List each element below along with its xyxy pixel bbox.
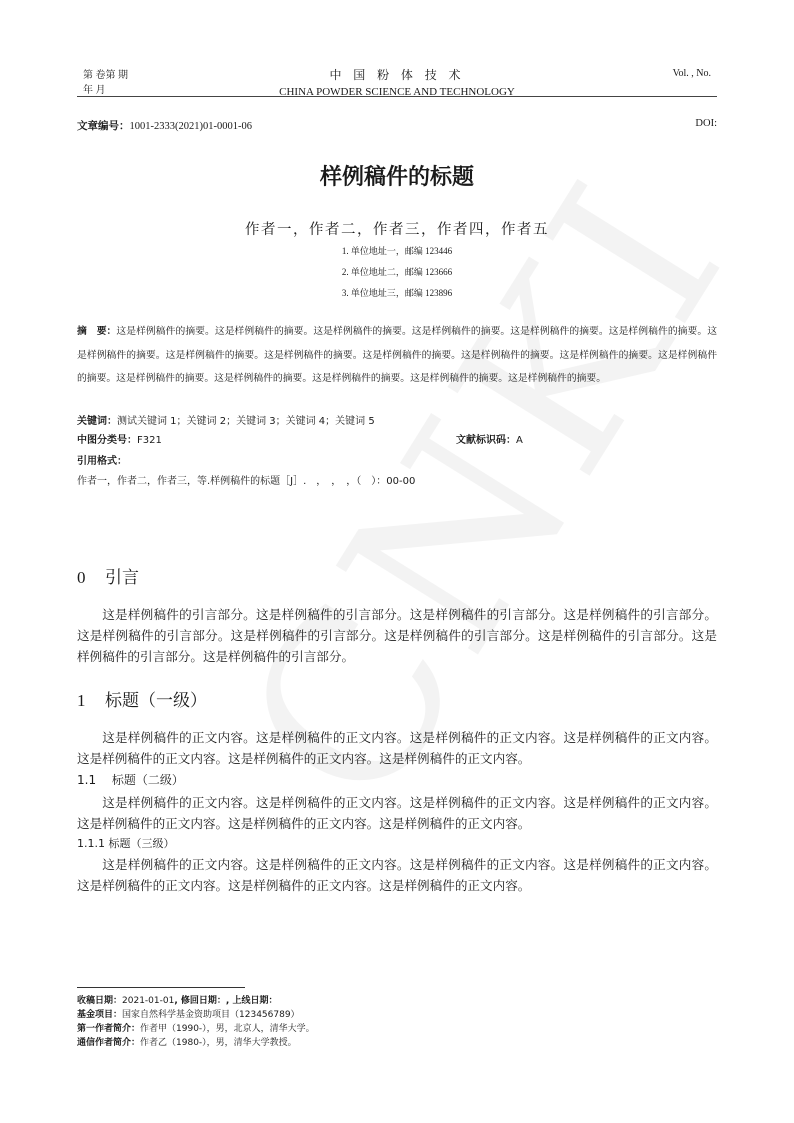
citation-format: 作者一，作者二，作者三，等.样例稿件的标题［J］. ， ， ，（ ）：00-00 — [77, 476, 416, 487]
abstract — [77, 320, 717, 391]
fund-text: 国家自然科学基金资助项目（123456789） — [122, 1010, 300, 1020]
received-date: 2021-01-01 — [122, 996, 175, 1006]
first-author-label: 第一作者简介： — [77, 1024, 141, 1034]
keywords — [77, 412, 375, 427]
section-title: 标题（一级） — [105, 691, 207, 711]
section-heading-1 — [77, 686, 207, 711]
affiliation-3: 3. 单位地址三，邮编 123896 — [341, 288, 453, 298]
citation-label-text: 引用格式： — [77, 456, 127, 467]
subsubsection-1-1-1-paragraph: 这是样例稿件的正文内容。这是样例稿件的正文内容。这是样例稿件的正文内容。这是样例稿件的正文内容。这是样例稿件的正文内容。这是样例稿件的正文内容。这是样例稿件的正文内容。 — [77, 857, 717, 893]
online-label: , 上线日期： — [225, 996, 278, 1006]
keywords-text: 测试关键词 1；关键词 2；关键词 3；关键词 4；关键词 5 — [117, 416, 375, 427]
section-number: 1 — [77, 691, 86, 710]
paper-title: 样例稿件的标题 — [319, 165, 474, 190]
issue-date: 年 月 — [83, 85, 106, 96]
footnote-rule — [77, 987, 245, 988]
document-code — [456, 431, 523, 446]
article-number — [77, 118, 252, 133]
journal-name-en: CHINA POWDER SCIENCE AND TECHNOLOGY — [279, 86, 515, 98]
footnote-corresponding-author — [77, 1035, 297, 1048]
document-code-value: A — [516, 435, 523, 446]
affiliation-1: 1. 单位地址一，邮编 123446 — [341, 246, 453, 256]
issue-volume: 第 卷第 期 — [83, 70, 128, 81]
classification-value: F321 — [137, 435, 162, 446]
intro-paragraph: 这是样例稿件的引言部分。这是样例稿件的引言部分。这是样例稿件的引言部分。这是样例稿件的引言部分。这是样例稿件的引言部分。这是样例稿件的引言部分。这是样例稿件的引言部分。这是样例稿件的引言部分。这是样例稿件的引言部分。这是样例稿件的引言部分。 — [77, 607, 717, 664]
keywords-label: 关键词： — [77, 416, 117, 427]
citation-label — [77, 452, 127, 467]
footnote-fund — [77, 1007, 300, 1020]
document-code-label: 文献标识码： — [456, 435, 516, 446]
fund-label: 基金项目： — [77, 1010, 123, 1020]
abstract-label: 摘 要： — [77, 326, 117, 337]
author-list: 作者一，作者二，作者三，作者四，作者五 — [245, 222, 549, 238]
section-title: 引言 — [105, 568, 139, 588]
footnote-dates — [77, 993, 277, 1006]
section-heading-intro — [77, 563, 139, 588]
classification-number — [77, 431, 162, 446]
journal-name-cn: 中 国 粉 体 技 术 — [329, 68, 465, 82]
subsubsection-heading-1-1-1: 1.1.1 标题（三级） — [77, 837, 175, 850]
classification-label: 中图分类号： — [77, 435, 137, 446]
abstract-text: 这是样例稿件的摘要。这是样例稿件的摘要。这是样例稿件的摘要。这是样例稿件的摘要。这是样例稿件的摘要。这是样例稿件的摘要。这是样例稿件的摘要。这是样例稿件的摘要。这是样例稿件的摘要。这是样例稿件的摘要。这是样例稿件的摘要。这是样例稿件的摘要。这是样例稿件的摘要。这是样例稿件的摘要。这是样例稿件的摘要。这是样例稿件的摘要。这是样例稿件的摘要。这是样例稿件的摘要。 — [77, 326, 718, 384]
revised-label: , 修回日期： — [174, 996, 226, 1006]
doi: DOI: — [695, 118, 717, 129]
received-label: 收稿日期： — [77, 996, 123, 1006]
article-number-value: 1001-2333(2021)01-0001-06 — [129, 121, 252, 132]
subsection-heading-1-1: 1.1 标题（二级） — [77, 773, 184, 787]
corr-author-text: 作者乙（1980-），男，清华大学教授。 — [140, 1038, 297, 1048]
subsection-1-1-paragraph: 这是样例稿件的正文内容。这是样例稿件的正文内容。这是样例稿件的正文内容。这是样例稿件的正文内容。这是样例稿件的正文内容。这是样例稿件的正文内容。这是样例稿件的正文内容。 — [77, 795, 717, 831]
volume-number: Vol. , No. — [672, 68, 711, 79]
affiliation-2: 2. 单位地址二，邮编 123666 — [341, 267, 453, 277]
section-1-paragraph: 这是样例稿件的正文内容。这是样例稿件的正文内容。这是样例稿件的正文内容。这是样例稿件的正文内容。这是样例稿件的正文内容。这是样例稿件的正文内容。这是样例稿件的正文内容。 — [77, 730, 717, 766]
section-number: 0 — [77, 568, 86, 587]
footnote-first-author — [77, 1021, 315, 1034]
first-author-text: 作者甲（1990-），男，北京人，清华大学。 — [140, 1024, 315, 1034]
article-number-label: 文章编号： — [77, 120, 130, 132]
corr-author-label: 通信作者简介： — [77, 1038, 141, 1048]
